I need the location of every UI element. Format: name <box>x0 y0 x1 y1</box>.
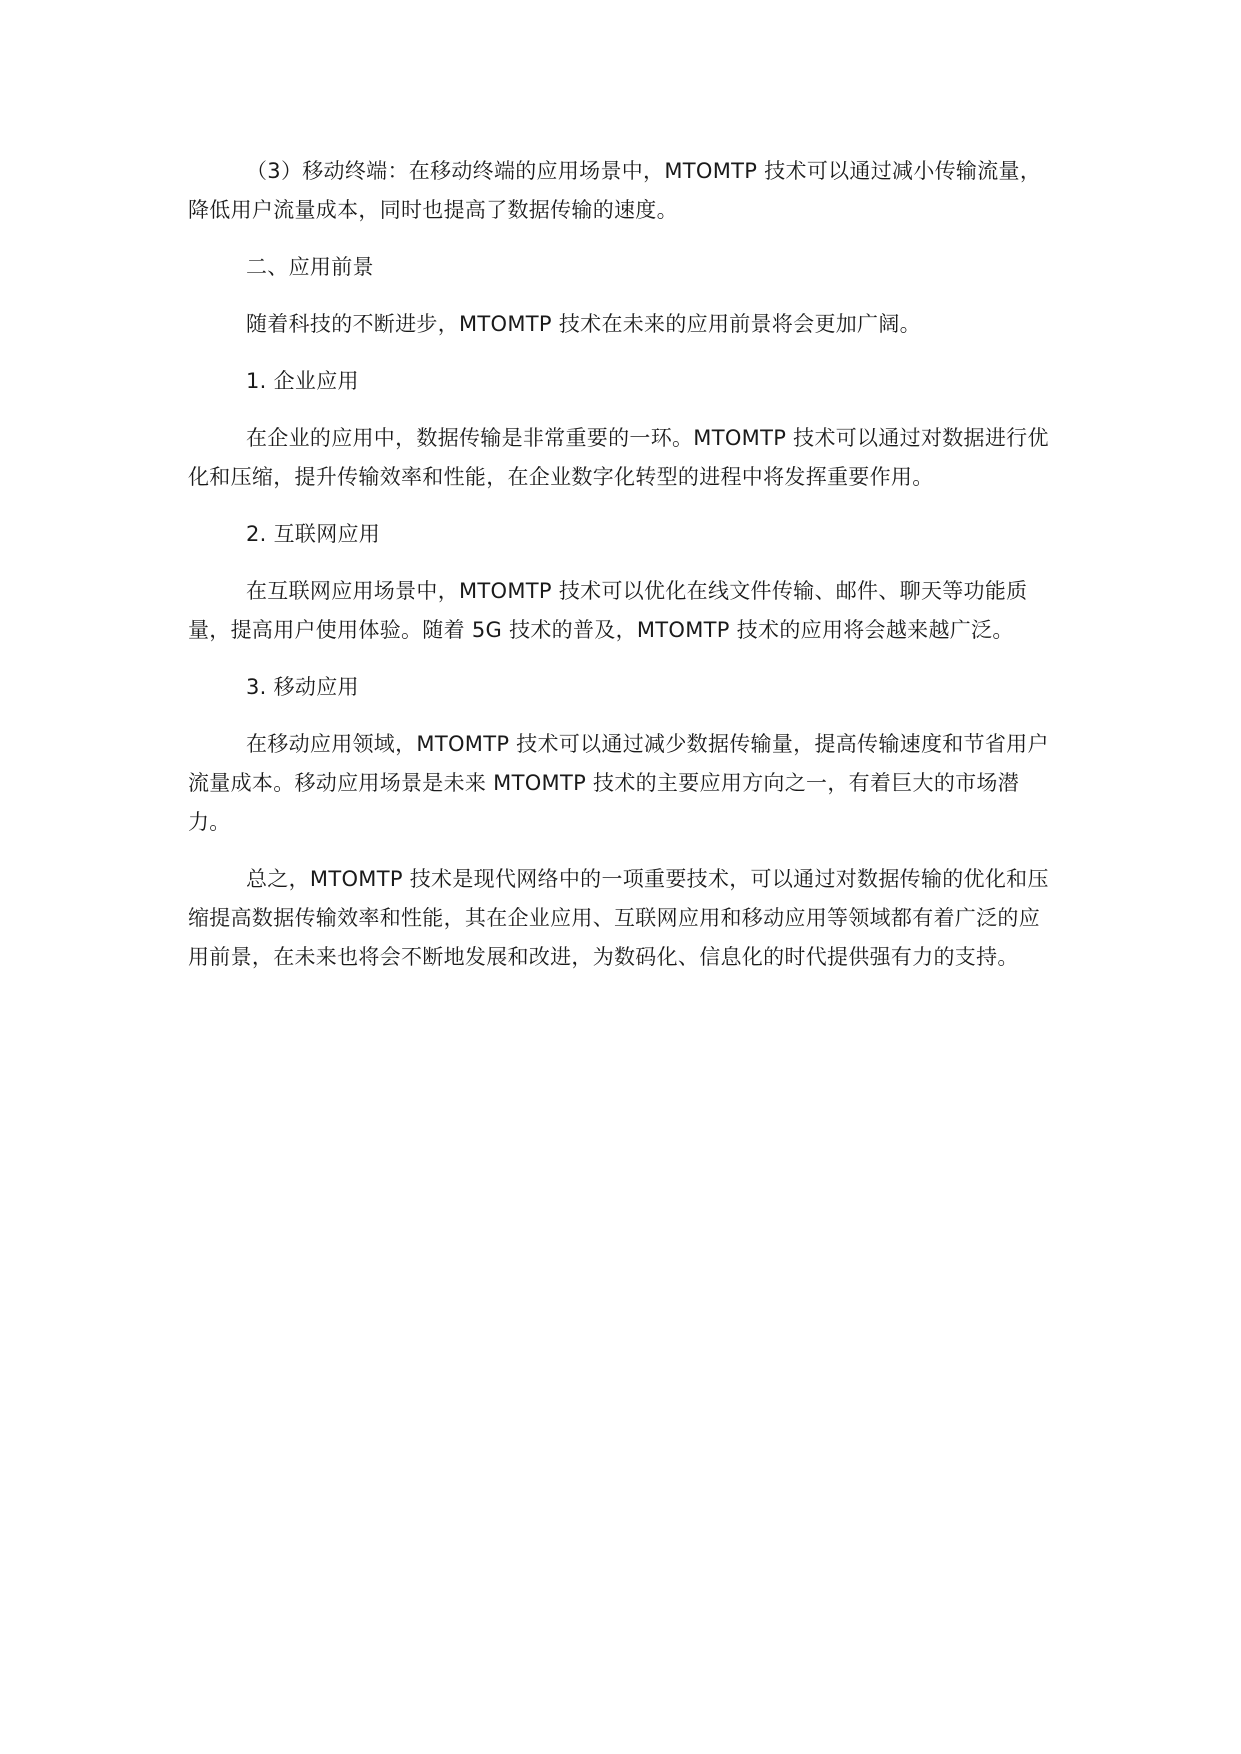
paragraph-enterprise: 在企业的应用中，数据传输是非常重要的一环。MTOMTP 技术可以通过对数据进行优化和压缩，提升传输效率和性能，在企业数字化转型的进程中将发挥重要作用。 <box>188 426 1049 489</box>
paragraph-mobile-terminal: （3）移动终端：在移动终端的应用场景中，MTOMTP 技术可以通过减小传输流量，降低用户流量成本，同时也提高了数据传输的速度。 <box>188 159 1042 222</box>
paragraph-mobile: 在移动应用领域，MTOMTP 技术可以通过减少数据传输量，提高传输速度和节省用户流量成本。移动应用场景是未来 MTOMTP 技术的主要应用方向之一，有着巨大的市场潜力。 <box>188 732 1049 834</box>
paragraph-internet: 在互联网应用场景中，MTOMTP 技术可以优化在线文件传输、邮件、聊天等功能质量，提高用户使用体验。随着 5G 技术的普及，MTOMTP 技术的应用将会越来越广泛。 <box>188 579 1028 642</box>
subheading-internet: 2. 互联网应用 <box>246 522 381 546</box>
subheading-mobile: 3. 移动应用 <box>246 675 359 699</box>
section-heading-outlook: 二、应用前景 <box>246 255 374 279</box>
paragraph-outlook-intro: 随着科技的不断进步，MTOMTP 技术在未来的应用前景将会更加广阔。 <box>246 312 921 336</box>
subheading-enterprise: 1. 企业应用 <box>246 369 359 393</box>
paragraph-conclusion: 总之，MTOMTP 技术是现代网络中的一项重要技术，可以通过对数据传输的优化和压缩提高数据传输效率和性能，其在企业应用、互联网应用和移动应用等领域都有着广泛的应用前景，在未来也将会不断地发展和改进，为数码化、信息化的时代提供强有力的支持。 <box>188 867 1049 969</box>
document-body <box>188 152 1058 977</box>
